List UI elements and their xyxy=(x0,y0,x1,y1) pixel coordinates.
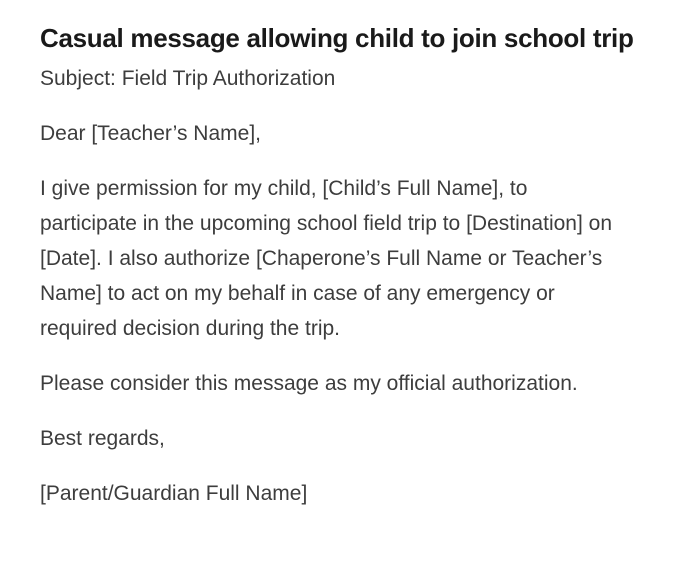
body-paragraph-line: Name] to act on my behalf in case of any emergency or xyxy=(40,282,555,305)
signature-placeholder: [Parent/Guardian Full Name] xyxy=(40,482,308,505)
body-paragraph-line: I give permission for my child, [Child’s Full Name], to xyxy=(40,177,528,200)
body-paragraph-line: required decision during the trip. xyxy=(40,317,341,340)
signoff: Best regards, xyxy=(40,427,165,450)
body-paragraph xyxy=(40,171,642,346)
body-paragraph-line: [Date]. I also authorize [Chaperone’s Full Name or Teacher’s xyxy=(40,247,603,270)
closing-line: Please consider this message as my official authorization. xyxy=(40,372,578,395)
page-title: Casual message allowing child to join school trip xyxy=(40,23,634,53)
subject-line: Subject: Field Trip Authorization xyxy=(40,67,336,90)
salutation: Dear [Teacher’s Name], xyxy=(40,122,261,145)
body-paragraph-line: participate in the upcoming school field trip to [Destination] on xyxy=(40,212,612,235)
